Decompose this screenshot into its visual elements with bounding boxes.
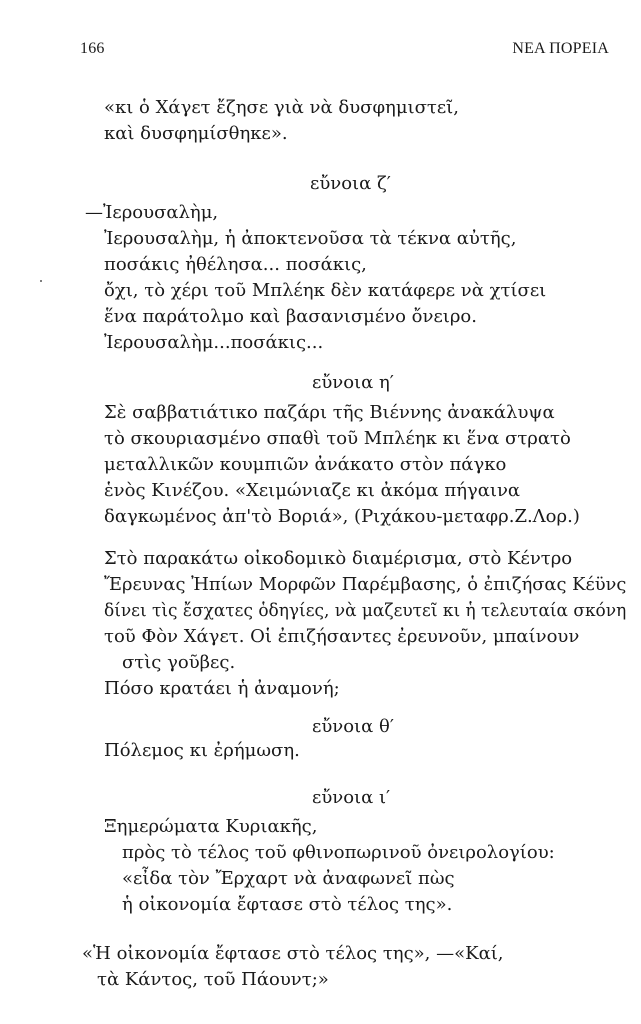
text-line: τὰ Κάντος, τοῦ Πάουντ;» [97,969,329,990]
text-line: δαγκωμένος ἀπ'τὸ Βοριά», (Ριχάκου-μεταφρ.Ζ.Λορ.) [104,506,580,527]
text-line: μεταλλικῶν κουμπιῶν ἀνάκατο στὸν πάγκο [104,454,507,475]
text-line: τὸ σκουριασμένο σπαθὶ τοῦ Μπλέηκ κι ἕνα στρατὸ [104,428,571,449]
text-line: ὄχι, τὸ χέρι τοῦ Μπλέηκ δὲν κατάφερε νὰ χτίσει [104,280,547,301]
text-line: Σὲ σαββατιάτικο παζάρι τῆς Βιέννης ἀνακάλυψα [104,402,555,423]
text-line: ἕνα παράτολμο καὶ βασανισμένο ὄνειρο. [104,306,477,327]
text-line: —Ἰερουσαλὴμ, [85,202,219,223]
text-line: Στὸ παρακάτω οἰκοδομικὸ διαμέρισμα, στὸ Κέντρο [104,548,573,569]
text-line: «Ἡ οἰκονομία ἔφτασε στὸ τέλος της», —«Καί, [82,943,504,964]
section-heading: εὔνοια θ′ [312,716,394,737]
section-heading: εὔνοια η′ [312,372,394,393]
running-title: ΝΕΑ ΠΟΡΕΙΑ [512,40,609,57]
text-line: «εἶδα τὸν Ἔρχαρτ νὰ ἀναφωνεῖ πὼς [122,868,455,889]
text-line: τοῦ Φὸν Χάγετ. Οἱ ἐπιζήσαντες ἐρευνοῦν, μπαίνουν [104,626,580,647]
print-speck [40,280,42,282]
text-line: Πόλεμος κι ἐρήμωση. [104,740,300,761]
text-line: στὶς γοῦβες. [122,652,236,673]
text-line: ἑνὸς Κινέζου. «Χειμώνιαζε κι ἀκόμα πήγαινα [104,480,521,501]
text-line: Ἰερουσαλὴμ, ἡ ἀποκτενοῦσα τὰ τέκνα αὐτῆς, [104,228,517,249]
text-line: Ἔρευνας Ἠπίων Μορφῶν Παρέμβασης, ὁ ἐπιζήσας Κέϋνς [104,574,627,595]
text-line: Πόσο κρατάει ἡ ἀναμονή; [104,678,340,699]
text-line: Ξημερώματα Κυριακῆς, [104,816,318,837]
text-line: Ἰερουσαλὴμ...ποσάκις... [104,332,324,353]
text-line: δίνει τὶς ἔσχατες ὁδηγίες, νὰ μαζευτεῖ κι ἡ τελευταία σκόνη [104,600,627,621]
text-line: πρὸς τὸ τέλος τοῦ φθινοπωρινοῦ ὀνειρολογίου: [122,842,555,863]
page-number: 166 [80,40,105,57]
text-line: «κι ὁ Χάγετ ἔζησε γιὰ νὰ δυσφημιστεῖ, [104,97,459,118]
text-line: ποσάκις ἠθέλησα... ποσάκις, [104,254,367,275]
text-line: ἡ οἰκονομία ἔφτασε στὸ τέλος της». [122,894,453,915]
text-line: καὶ δυσφημίσθηκε». [104,123,288,144]
section-heading: εὔνοια ι′ [312,787,391,808]
section-heading: εὔνοια ζ′ [310,173,391,194]
